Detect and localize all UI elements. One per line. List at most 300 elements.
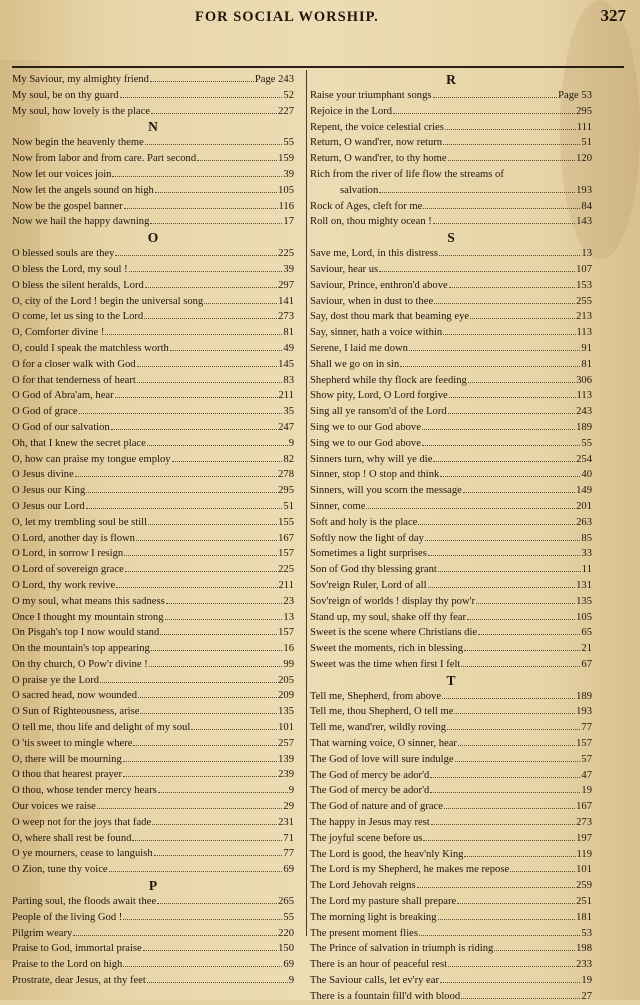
hymn-page-number: 29 bbox=[283, 801, 294, 813]
index-entry bbox=[12, 752, 294, 768]
hymn-page-number: 35 bbox=[283, 406, 294, 418]
section-letter: R bbox=[446, 72, 456, 87]
hymn-page-number: 101 bbox=[576, 864, 592, 876]
section-letter: O bbox=[147, 230, 159, 246]
leader-dots bbox=[439, 255, 580, 256]
hymn-page-number: 53 bbox=[581, 927, 592, 939]
hymn-first-line: O Sun of Righteousness, arise bbox=[12, 706, 140, 718]
leader-dots bbox=[204, 303, 277, 304]
leader-dots bbox=[448, 160, 576, 161]
hymn-page-number: 49 bbox=[283, 342, 294, 354]
index-entry bbox=[310, 689, 592, 705]
hymn-page-number: 201 bbox=[576, 500, 592, 512]
hymn-first-line: O bless the Lord, my soul ! bbox=[12, 263, 128, 275]
leader-dots bbox=[418, 524, 575, 525]
leader-dots bbox=[431, 824, 575, 825]
index-entry bbox=[12, 151, 294, 167]
section-letter: S bbox=[447, 230, 455, 246]
hymn-page-number: 17 bbox=[283, 216, 294, 228]
index-entry bbox=[310, 309, 592, 325]
index-entry bbox=[310, 88, 592, 104]
section-letter: P bbox=[148, 878, 158, 894]
leader-dots bbox=[440, 982, 580, 983]
hymn-page-number: 295 bbox=[278, 485, 294, 497]
index-entry bbox=[310, 752, 592, 768]
hymn-first-line: Sov'reign Ruler, Lord of all bbox=[310, 579, 427, 591]
leader-dots bbox=[464, 856, 575, 857]
leader-dots bbox=[172, 461, 283, 462]
leader-dots bbox=[136, 540, 277, 541]
hymn-page-number: 39 bbox=[283, 263, 294, 275]
leader-dots bbox=[79, 413, 283, 414]
leader-dots bbox=[400, 366, 580, 367]
index-entry bbox=[310, 246, 592, 262]
hymn-first-line: Once I thought my mountain strong bbox=[12, 611, 164, 623]
hymn-first-line: O for that tenderness of heart bbox=[12, 374, 136, 386]
index-entry bbox=[310, 578, 592, 594]
leader-dots bbox=[112, 176, 282, 177]
hymn-page-number: 167 bbox=[576, 801, 592, 813]
index-entry bbox=[12, 214, 294, 230]
index-entry bbox=[310, 831, 592, 847]
hymn-page-number: 209 bbox=[278, 690, 294, 702]
hymn-first-line: Pilgrim weary bbox=[12, 927, 73, 939]
leader-dots bbox=[123, 761, 277, 762]
hymn-first-line: salvation bbox=[340, 184, 379, 196]
hymn-first-line: O, how can praise my tongue employ bbox=[12, 453, 171, 465]
hymn-first-line: Shepherd while thy flock are feeding bbox=[310, 374, 467, 386]
index-entry bbox=[310, 641, 592, 657]
hymn-first-line: O my soul, what means this sadness bbox=[12, 595, 165, 607]
hymn-first-line: Sinners, will you scorn the message bbox=[310, 485, 462, 497]
index-entry bbox=[12, 404, 294, 420]
leader-dots bbox=[457, 903, 575, 904]
hymn-first-line: Now let our voices join bbox=[12, 168, 112, 180]
leader-dots bbox=[423, 208, 580, 209]
leader-dots bbox=[147, 445, 288, 446]
index-entry bbox=[12, 594, 294, 610]
index-entry bbox=[12, 483, 294, 499]
index-entry bbox=[12, 783, 294, 799]
hymn-page-number: 69 bbox=[283, 864, 294, 876]
hymn-page-number: 51 bbox=[581, 137, 592, 149]
hymn-first-line: O praise ye the Lord bbox=[12, 674, 100, 686]
leader-dots bbox=[150, 223, 282, 224]
index-column-left bbox=[12, 72, 294, 989]
hymn-page-number: 233 bbox=[576, 959, 592, 971]
leader-dots bbox=[123, 776, 277, 777]
index-entry bbox=[12, 420, 294, 436]
index-entry bbox=[310, 135, 592, 151]
index-entry bbox=[310, 973, 592, 989]
hymn-page-number: 55 bbox=[283, 911, 294, 923]
hymn-page-number: 243 bbox=[576, 406, 592, 418]
index-entry bbox=[12, 894, 294, 910]
index-entry bbox=[12, 183, 294, 199]
hymn-first-line: Serene, I laid me down bbox=[310, 342, 408, 354]
leader-dots bbox=[143, 950, 277, 951]
hymn-first-line: O Lord of sovereign grace bbox=[12, 564, 124, 576]
index-entry bbox=[310, 847, 592, 863]
hymn-first-line: Rock of Ages, cleft for me bbox=[310, 200, 423, 212]
hymn-page-number: 82 bbox=[283, 453, 294, 465]
leader-dots bbox=[105, 334, 282, 335]
leader-dots bbox=[423, 840, 575, 841]
hymn-first-line: Tell me, Shepherd, from above bbox=[310, 690, 442, 702]
index-entry bbox=[310, 325, 592, 341]
hymn-page-number: 193 bbox=[576, 184, 592, 196]
index-column-right bbox=[310, 72, 592, 1005]
index-entry bbox=[310, 214, 592, 230]
leader-dots bbox=[449, 287, 575, 288]
leader-dots bbox=[417, 887, 575, 888]
header-rule bbox=[12, 66, 624, 68]
hymn-page-number: 19 bbox=[581, 785, 592, 797]
index-entry bbox=[12, 720, 294, 736]
leader-dots bbox=[152, 824, 277, 825]
hymn-first-line: O Jesus divine bbox=[12, 469, 74, 481]
hymn-page-number: 150 bbox=[278, 943, 294, 955]
hymn-page-number: 55 bbox=[581, 437, 592, 449]
hymn-page-number: 55 bbox=[283, 137, 294, 149]
hymn-first-line: Tell me, wand'rer, wildly roving bbox=[310, 722, 447, 734]
index-entry bbox=[12, 72, 294, 88]
hymn-page-number: 157 bbox=[576, 738, 592, 750]
leader-dots bbox=[454, 713, 575, 714]
index-entry bbox=[310, 294, 592, 310]
index-entry bbox=[12, 357, 294, 373]
index-entry bbox=[12, 926, 294, 942]
hymn-page-number: 11 bbox=[581, 564, 592, 576]
hymn-first-line: The present moment flies bbox=[310, 927, 418, 939]
hymn-first-line: O blessed souls are they bbox=[12, 248, 115, 260]
hymn-page-number: 69 bbox=[283, 959, 294, 971]
hymn-page-number: 9 bbox=[288, 785, 294, 797]
hymn-page-number: 116 bbox=[278, 200, 294, 212]
leader-dots bbox=[458, 745, 575, 746]
leader-dots bbox=[111, 429, 277, 430]
leader-dots bbox=[123, 966, 282, 967]
index-entry bbox=[310, 120, 592, 136]
leader-dots bbox=[434, 303, 575, 304]
index-entry bbox=[12, 815, 294, 831]
index-entry bbox=[310, 878, 592, 894]
hymn-first-line: O sacred head, now wounded bbox=[12, 690, 138, 702]
hymn-page-number: 71 bbox=[283, 832, 294, 844]
hymn-page-number: 211 bbox=[278, 390, 294, 402]
hymn-first-line: Sinner, stop ! O stop and think bbox=[310, 469, 440, 481]
hymn-first-line: O, let my trembling soul be still bbox=[12, 516, 148, 528]
hymn-page-number: 159 bbox=[278, 153, 294, 165]
index-entry bbox=[310, 957, 592, 973]
hymn-page-number: 77 bbox=[283, 848, 294, 860]
hymn-first-line: Rich from the river of life flow the streams of bbox=[310, 168, 504, 180]
hymn-first-line: The joyful scene before us bbox=[310, 832, 423, 844]
index-entry bbox=[12, 135, 294, 151]
hymn-first-line: Sinners turn, why will ye die bbox=[310, 453, 433, 465]
section-letter: T bbox=[446, 672, 456, 688]
hymn-first-line: People of the living God ! bbox=[12, 911, 123, 923]
leader-dots bbox=[438, 919, 576, 920]
hymn-page-number: 9 bbox=[288, 975, 294, 987]
index-entry bbox=[310, 452, 592, 468]
hymn-page-number: 189 bbox=[576, 421, 592, 433]
index-entry bbox=[12, 104, 294, 120]
hymn-page-number: 225 bbox=[278, 248, 294, 260]
leader-dots bbox=[151, 650, 283, 651]
hymn-first-line: O tell me, thou life and delight of my soul bbox=[12, 722, 191, 734]
hymn-page-number: 47 bbox=[581, 769, 592, 781]
hymn-page-number: 278 bbox=[278, 469, 294, 481]
leader-dots bbox=[430, 792, 580, 793]
hymn-first-line: The God of mercy be ador'd bbox=[310, 769, 430, 781]
index-entry bbox=[12, 673, 294, 689]
hymn-first-line: On the mountain's top appearing bbox=[12, 643, 150, 655]
leader-dots bbox=[428, 555, 581, 556]
hymn-first-line: Sing all ye ransom'd of the Lord bbox=[310, 406, 447, 418]
index-entry bbox=[310, 104, 592, 120]
index-entry bbox=[310, 926, 592, 942]
leader-dots bbox=[144, 318, 277, 319]
leader-dots bbox=[428, 587, 576, 588]
column-divider bbox=[306, 70, 307, 936]
index-entry bbox=[310, 783, 592, 799]
hymn-page-number: 145 bbox=[278, 358, 294, 370]
leader-dots bbox=[455, 761, 581, 762]
hymn-first-line: On Pisgah's top I now would stand bbox=[12, 627, 160, 639]
hymn-page-number: 167 bbox=[278, 532, 294, 544]
hymn-first-line: Prostrate, dear Jesus, at thy feet bbox=[12, 975, 146, 987]
hymn-first-line: Shall we go on in sin bbox=[310, 358, 400, 370]
hymn-first-line: O 'tis sweet to mingle where bbox=[12, 737, 133, 749]
hymn-page-number: 297 bbox=[278, 279, 294, 291]
index-entry bbox=[12, 373, 294, 389]
leader-dots bbox=[170, 350, 283, 351]
index-entry bbox=[310, 562, 592, 578]
hymn-page-number: 198 bbox=[576, 943, 592, 955]
index-entry bbox=[310, 373, 592, 389]
index-entry bbox=[12, 767, 294, 783]
index-entry bbox=[12, 562, 294, 578]
index-entry bbox=[12, 910, 294, 926]
index-entry bbox=[310, 262, 592, 278]
hymn-first-line: O, Comforter divine ! bbox=[12, 327, 105, 339]
hymn-page-number: Page 53 bbox=[558, 90, 592, 101]
index-entry bbox=[12, 531, 294, 547]
index-entry bbox=[310, 420, 592, 436]
hymn-page-number: 99 bbox=[283, 658, 294, 670]
hymn-first-line: Say, dost thou mark that beaming eye bbox=[310, 311, 470, 323]
leader-dots bbox=[157, 903, 277, 904]
hymn-page-number: 119 bbox=[576, 848, 592, 860]
hymn-page-number: 105 bbox=[278, 184, 294, 196]
index-entry bbox=[12, 88, 294, 104]
leader-dots bbox=[445, 129, 576, 130]
hymn-first-line: Raise your triumphant songs bbox=[310, 90, 432, 101]
hymn-page-number: 135 bbox=[576, 595, 592, 607]
page-number: 327 bbox=[600, 6, 626, 25]
hymn-page-number: 263 bbox=[576, 516, 592, 528]
hymn-first-line: Return, O wand'rer, to thy home bbox=[310, 153, 447, 165]
index-entry bbox=[12, 625, 294, 641]
hymn-first-line: O Jesus our Lord bbox=[12, 500, 85, 512]
hymn-first-line: Sweet the moments, rich in blessing bbox=[310, 643, 463, 655]
hymn-page-number: 105 bbox=[576, 611, 592, 623]
hymn-page-number: 157 bbox=[278, 627, 294, 639]
index-entry bbox=[310, 357, 592, 373]
section-letter: N bbox=[148, 119, 158, 135]
hymn-page-number: 27 bbox=[581, 990, 592, 1002]
hymn-page-number: 81 bbox=[283, 327, 294, 339]
index-entry bbox=[12, 167, 294, 183]
index-entry bbox=[310, 183, 592, 199]
hymn-page-number: 254 bbox=[576, 453, 592, 465]
leader-dots bbox=[379, 271, 575, 272]
leader-dots bbox=[86, 508, 283, 509]
hymn-page-number: 157 bbox=[278, 548, 294, 560]
hymn-page-number: 231 bbox=[278, 816, 294, 828]
hymn-page-number: 9 bbox=[288, 437, 294, 449]
hymn-first-line: Return, O wand'rer, now return bbox=[310, 137, 443, 149]
index-entry bbox=[310, 704, 592, 720]
hymn-page-number: 153 bbox=[576, 279, 592, 291]
hymn-page-number: 77 bbox=[581, 722, 592, 734]
leader-dots bbox=[145, 287, 277, 288]
hymn-first-line: O Jesus our King bbox=[12, 485, 86, 497]
leader-dots bbox=[148, 524, 277, 525]
index-entry bbox=[310, 436, 592, 452]
hymn-first-line: Sing we to our God above bbox=[310, 437, 421, 449]
hymn-first-line: Save me, Lord, in this distress bbox=[310, 248, 438, 260]
index-entry bbox=[310, 151, 592, 167]
leader-dots bbox=[448, 966, 575, 967]
leader-dots bbox=[154, 855, 283, 856]
leader-dots bbox=[433, 223, 575, 224]
index-entry bbox=[310, 483, 592, 499]
hymn-page-number: 39 bbox=[283, 168, 294, 180]
hymn-first-line: The God of love will sure indulge bbox=[310, 753, 454, 765]
hymn-first-line: O God of Abra'am, hear bbox=[12, 390, 114, 402]
index-entry bbox=[12, 467, 294, 483]
leader-dots bbox=[449, 397, 576, 398]
leader-dots bbox=[138, 697, 277, 698]
index-entry bbox=[12, 388, 294, 404]
hymn-page-number: 213 bbox=[576, 311, 592, 323]
hymn-page-number: 135 bbox=[278, 706, 294, 718]
hymn-first-line: Now begin the heavenly theme bbox=[12, 137, 144, 149]
leader-dots bbox=[125, 571, 277, 572]
index-entry bbox=[12, 294, 294, 310]
leader-dots bbox=[433, 461, 575, 462]
leader-dots bbox=[448, 413, 575, 414]
hymn-page-number: 13 bbox=[581, 248, 592, 260]
hymn-first-line: O for a closer walk with God bbox=[12, 358, 136, 370]
hymn-page-number: 247 bbox=[278, 421, 294, 433]
hymn-first-line: The Lord is my Shepherd, he makes me repose bbox=[310, 864, 510, 876]
leader-dots bbox=[137, 366, 278, 367]
leader-dots bbox=[366, 508, 575, 509]
leader-dots bbox=[120, 97, 283, 98]
index-entry bbox=[310, 625, 592, 641]
index-entry bbox=[310, 736, 592, 752]
leader-dots bbox=[191, 729, 277, 730]
hymn-page-number: 65 bbox=[581, 627, 592, 639]
hymn-first-line: Saviour, hear us bbox=[310, 263, 379, 275]
hymn-first-line: Sov'reign of worlds ! display thy pow'r bbox=[310, 595, 476, 607]
hymn-page-number: 225 bbox=[278, 564, 294, 576]
hymn-first-line: Sometimes a light surprises bbox=[310, 548, 427, 560]
hymn-page-number: 101 bbox=[278, 722, 294, 734]
leader-dots bbox=[150, 81, 254, 82]
index-entry bbox=[310, 341, 592, 357]
hymn-first-line: Sinner, come bbox=[310, 500, 366, 512]
leader-dots bbox=[129, 271, 283, 272]
leader-dots bbox=[422, 445, 580, 446]
hymn-first-line: Rejoice in the Lord bbox=[310, 105, 393, 117]
hymn-page-number: 205 bbox=[278, 674, 294, 686]
leader-dots bbox=[137, 382, 283, 383]
hymn-first-line: Saviour, when in dust to thee bbox=[310, 295, 434, 307]
leader-dots bbox=[97, 808, 283, 809]
leader-dots bbox=[109, 871, 283, 872]
index-entry bbox=[12, 941, 294, 957]
index-entry bbox=[12, 862, 294, 878]
index-entry bbox=[310, 862, 592, 878]
hymn-first-line: O, could I speak the matchless worth bbox=[12, 342, 169, 354]
hymn-first-line: Now let the angels sound on high bbox=[12, 184, 154, 196]
index-entry bbox=[12, 957, 294, 973]
index-entry bbox=[12, 325, 294, 341]
hymn-page-number: 259 bbox=[576, 880, 592, 892]
hymn-page-number: 141 bbox=[278, 295, 294, 307]
index-entry bbox=[310, 199, 592, 215]
hymn-page-number: 295 bbox=[576, 105, 592, 117]
hymn-page-number: 257 bbox=[278, 737, 294, 749]
index-entry bbox=[12, 515, 294, 531]
hymn-first-line: O thou that hearest prayer bbox=[12, 769, 123, 781]
index-entry bbox=[310, 546, 592, 562]
index-entry bbox=[310, 404, 592, 420]
leader-dots bbox=[494, 950, 575, 951]
index-entry bbox=[310, 799, 592, 815]
index-entry bbox=[12, 657, 294, 673]
index-entry bbox=[12, 846, 294, 862]
hymn-page-number: 131 bbox=[576, 579, 592, 591]
hymn-first-line: The God of mercy be ador'd bbox=[310, 785, 430, 797]
leader-dots bbox=[478, 634, 580, 635]
hymn-page-number: 16 bbox=[283, 643, 294, 655]
leader-dots bbox=[132, 840, 282, 841]
leader-dots bbox=[115, 255, 277, 256]
page-header bbox=[0, 6, 640, 30]
hymn-page-number: 120 bbox=[576, 153, 592, 165]
hymn-first-line: O Lord, another day is flown bbox=[12, 532, 135, 544]
index-entry bbox=[12, 610, 294, 626]
hymn-page-number: 211 bbox=[278, 579, 294, 591]
hymn-first-line: Repent, the voice celestial cries bbox=[310, 121, 444, 133]
hymn-page-number: 83 bbox=[283, 374, 294, 386]
index-entry bbox=[310, 594, 592, 610]
hymn-page-number: 85 bbox=[581, 532, 592, 544]
hymn-first-line: The Lord Jehovah reigns bbox=[310, 880, 416, 892]
hymn-page-number: 251 bbox=[576, 896, 592, 908]
hymn-page-number: 57 bbox=[581, 753, 592, 765]
hymn-page-number: 113 bbox=[576, 327, 592, 339]
hymn-first-line: O bless the silent heralds, Lord bbox=[12, 279, 144, 291]
leader-dots bbox=[461, 998, 580, 999]
hymn-first-line: The Lord is good, the heav'nly King bbox=[310, 848, 464, 860]
leader-dots bbox=[133, 745, 277, 746]
